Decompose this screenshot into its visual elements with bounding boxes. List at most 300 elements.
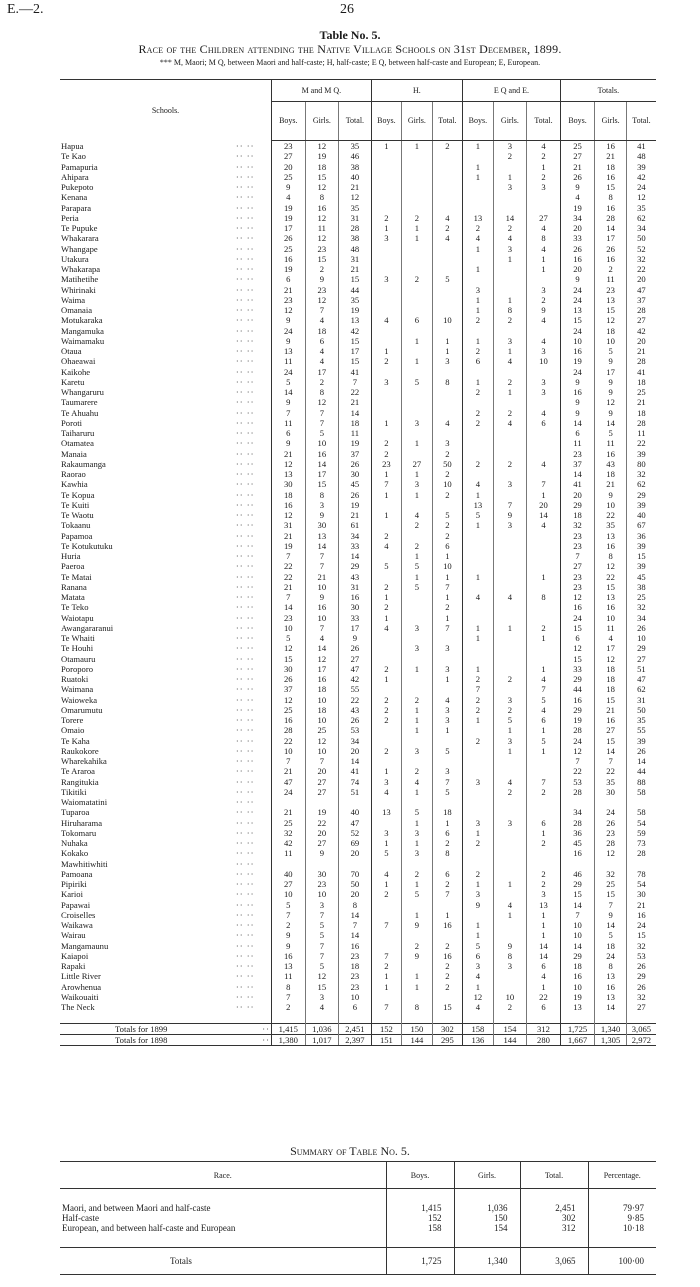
cell-value — [432, 736, 463, 746]
cell-value — [493, 541, 527, 551]
spacer-cell — [463, 1012, 494, 1023]
school-name: Rangitukia — [61, 776, 99, 787]
cell-value — [402, 182, 433, 192]
cell-value: 54 — [626, 879, 656, 889]
cell-value — [493, 274, 527, 284]
cell-value: 24 — [560, 326, 595, 336]
cell-value: 2 — [493, 787, 527, 797]
cell-value — [463, 531, 494, 541]
cell-value — [463, 654, 494, 664]
cell-value: 9 — [339, 633, 372, 643]
summary-total-value: 3,065 — [520, 1248, 588, 1275]
row-leader-dots: ·· ·· — [235, 438, 255, 449]
cell-value: 12 — [305, 182, 339, 192]
cell-value: 2 — [463, 346, 494, 356]
totals-value: 144 — [402, 1034, 433, 1045]
cell-value: 17 — [305, 367, 339, 377]
cell-value — [463, 787, 494, 797]
cell-value: 4 — [463, 1002, 494, 1012]
school-name: Otaua — [61, 346, 82, 356]
cell-value: 1 — [371, 346, 402, 356]
cell-value: 1 — [371, 674, 402, 684]
cell-value: 1 — [402, 715, 433, 725]
col-header-total: Total. — [339, 102, 372, 141]
table-row — [60, 490, 656, 500]
cell-value — [402, 449, 433, 459]
cell-value: 1 — [463, 879, 494, 889]
cell-value: 22 — [527, 992, 561, 1002]
cell-value: 2 — [493, 377, 527, 387]
cell-value: 12 — [595, 654, 627, 664]
cell-value: 47 — [272, 777, 306, 787]
table-row — [60, 930, 656, 940]
table-row — [60, 838, 656, 848]
cell-value: 37 — [272, 684, 306, 694]
group-header-m: M and M Q. — [272, 80, 372, 102]
cell-value — [493, 756, 527, 766]
table-title: Table No. 5. — [319, 28, 381, 42]
row-leader-dots: ·· ·· — [235, 981, 255, 992]
spacer-cell — [339, 1012, 372, 1023]
cell-value: 26 — [626, 623, 656, 633]
cell-value: 14 — [560, 941, 595, 951]
cell-value — [371, 797, 402, 807]
row-leader-dots: ·· ·· — [235, 356, 255, 367]
cell-value: 32 — [626, 469, 656, 479]
totals-value: 1,305 — [595, 1034, 627, 1045]
summary-value: 154 — [454, 1223, 520, 1233]
summary-value: 152 — [386, 1213, 454, 1223]
totals-label: Totals for 1899 — [60, 1023, 235, 1034]
group-header-h: H. — [371, 80, 463, 102]
spacer-cell — [493, 1012, 527, 1023]
cell-value: 1 — [463, 633, 494, 643]
cell-value: 21 — [626, 900, 656, 910]
cell-value: 1 — [402, 725, 433, 735]
cell-value — [402, 797, 433, 807]
cell-value — [402, 613, 433, 623]
cell-value: 22 — [339, 695, 372, 705]
row-leader-dots: ·· ·· — [235, 520, 255, 531]
cell-value — [371, 305, 402, 315]
cell-value: 6 — [272, 274, 306, 284]
table-row — [60, 510, 656, 520]
cell-value: 7 — [560, 910, 595, 920]
cell-value: 73 — [626, 838, 656, 848]
cell-value: 34 — [339, 736, 372, 746]
cell-value: 2 — [463, 695, 494, 705]
cell-value: 13 — [305, 531, 339, 541]
cell-value: 69 — [339, 838, 372, 848]
cell-value: 2 — [402, 766, 433, 776]
cell-value: 33 — [560, 233, 595, 243]
school-name: Pamapuria — [61, 161, 98, 172]
cell-value — [463, 151, 494, 161]
cell-value: 22 — [272, 736, 306, 746]
row-leader-dots: ·· ·· — [235, 592, 255, 602]
cell-value — [432, 654, 463, 664]
row-leader-dots: ·· ·· — [235, 428, 255, 438]
cell-value: 1 — [402, 982, 433, 992]
cell-value — [463, 397, 494, 407]
cell-value: 1 — [402, 356, 433, 366]
cell-value: 4 — [527, 244, 561, 254]
cell-value: 17 — [595, 367, 627, 377]
cell-value: 5 — [432, 274, 463, 284]
cell-value — [493, 828, 527, 838]
totals-value: 151 — [371, 1034, 402, 1045]
cell-value: 36 — [560, 828, 595, 838]
cell-value — [402, 326, 433, 336]
cell-value: 21 — [272, 449, 306, 459]
table-row — [60, 469, 656, 479]
cell-value — [527, 807, 561, 817]
cell-value: 43 — [339, 572, 372, 582]
cell-value — [626, 797, 656, 807]
cell-value: 47 — [339, 818, 372, 828]
cell-value: 19 — [339, 500, 372, 510]
cell-value: 16 — [305, 602, 339, 612]
cell-value: 7 — [371, 920, 402, 930]
cell-value — [402, 633, 433, 643]
summary-gap-cell — [386, 1233, 454, 1248]
table-legend: *** M, Maori; M Q, between Maori and half-caste; H, half-caste; E Q, between half-caste and European; E, European. — [159, 58, 541, 67]
table-subtitle: Race of the Children attending the Native Village Schools on 31st December, 1899. — [138, 42, 562, 56]
cell-value: 34 — [560, 807, 595, 817]
cell-value: 17 — [305, 664, 339, 674]
school-name: Poroti — [61, 417, 83, 428]
cell-value — [402, 295, 433, 305]
cell-value: 47 — [339, 664, 372, 674]
row-leader-dots: ·· ·· — [235, 766, 255, 777]
cell-value: 1 — [402, 490, 433, 500]
cell-value: 1 — [371, 766, 402, 776]
cell-value — [493, 869, 527, 879]
cell-value: 1 — [371, 838, 402, 848]
table-row — [60, 326, 656, 336]
row-leader-dots: ·· ·· — [235, 325, 255, 336]
summary-gap-cell — [520, 1189, 588, 1204]
col-header-girls: Girls. — [305, 102, 339, 141]
table-row — [60, 438, 656, 448]
cell-value: 10 — [305, 715, 339, 725]
col-header-boys: Boys. — [463, 102, 494, 141]
cell-value — [371, 192, 402, 202]
row-leader-dots: ·· ·· — [235, 694, 255, 705]
row-leader-dots: ·· ·· — [235, 817, 255, 828]
cell-value — [527, 192, 561, 202]
cell-value: 2 — [463, 387, 494, 397]
totals-value: 1,725 — [560, 1023, 595, 1034]
cell-value: 16 — [305, 203, 339, 213]
cell-value: 37 — [560, 459, 595, 469]
row-leader-dots: ·· ·· — [235, 253, 255, 264]
cell-value: 15 — [595, 305, 627, 315]
cell-value: 2 — [463, 408, 494, 418]
row-leader-dots: ·· ·· — [235, 848, 255, 859]
cell-value: 1 — [493, 879, 527, 889]
cell-value: 1 — [493, 172, 527, 182]
cell-value: 29 — [626, 971, 656, 981]
cell-value — [371, 182, 402, 192]
cell-value: 12 — [560, 643, 595, 653]
cell-value: 22 — [305, 818, 339, 828]
row-leader-dots: ·· ·· — [235, 920, 255, 930]
cell-value: 26 — [339, 643, 372, 653]
cell-value — [493, 582, 527, 592]
cell-value: 12 — [339, 192, 372, 202]
cell-value: 7 — [272, 992, 306, 1002]
cell-value — [432, 162, 463, 172]
cell-value — [339, 797, 372, 807]
cell-value: 18 — [432, 807, 463, 817]
cell-value: 20 — [560, 264, 595, 274]
cell-value: 14 — [272, 602, 306, 612]
cell-value: 12 — [272, 695, 306, 705]
school-name: Ahipara — [61, 171, 89, 182]
cell-value: 21 — [560, 162, 595, 172]
row-leader-dots: ·· ·· — [235, 540, 255, 551]
cell-value: 3 — [493, 479, 527, 489]
table-row — [60, 643, 656, 653]
cell-value: 14 — [305, 541, 339, 551]
cell-value: 2 — [432, 141, 463, 152]
cell-value — [527, 561, 561, 571]
row-leader-dots: ·· ·· — [235, 858, 255, 869]
cell-value — [432, 900, 463, 910]
spacer-row — [60, 1012, 656, 1023]
cell-value: 14 — [339, 910, 372, 920]
cell-value: 8 — [339, 900, 372, 910]
cell-value: 4 — [527, 520, 561, 530]
school-name: Awangararanui — [61, 622, 114, 633]
cell-value: 1 — [527, 920, 561, 930]
totals-value: 1,667 — [560, 1034, 595, 1045]
cell-value: 14 — [595, 418, 627, 428]
cell-value: 5 — [402, 582, 433, 592]
row-leader-dots: ·· ·· — [235, 879, 255, 889]
row-leader-dots: ·· ·· — [235, 417, 255, 428]
school-name: Whangape — [61, 243, 98, 254]
totals-value: 295 — [432, 1034, 463, 1045]
cell-value: 4 — [305, 315, 339, 325]
table-row — [60, 459, 656, 469]
cell-value: 13 — [595, 592, 627, 602]
cell-value: 37 — [626, 295, 656, 305]
cell-value: 14 — [527, 941, 561, 951]
cell-value: 30 — [305, 869, 339, 879]
cell-value: 16 — [432, 920, 463, 930]
spacer-cell — [402, 1012, 433, 1023]
table-row — [60, 572, 656, 582]
cell-value: 10 — [305, 438, 339, 448]
cell-value — [402, 531, 433, 541]
cell-value: 9 — [272, 930, 306, 940]
cell-value: 3 — [402, 828, 433, 838]
cell-value: 16 — [272, 715, 306, 725]
table-row — [60, 664, 656, 674]
cell-value: 12 — [305, 213, 339, 223]
cell-value: 3 — [402, 418, 433, 428]
cell-value: 30 — [305, 520, 339, 530]
cell-value: 11 — [626, 428, 656, 438]
cell-value — [371, 756, 402, 766]
cell-value: 15 — [560, 623, 595, 633]
cell-value — [493, 838, 527, 848]
cell-value: 26 — [339, 459, 372, 469]
cell-value: 1 — [371, 469, 402, 479]
cell-value: 1 — [527, 910, 561, 920]
cell-value: 4 — [402, 777, 433, 787]
row-leader-dots: ·· ·· — [235, 684, 255, 695]
cell-value — [402, 254, 433, 264]
cell-value: 46 — [560, 869, 595, 879]
summary-value: 150 — [454, 1213, 520, 1223]
cell-value: 1 — [371, 982, 402, 992]
cell-value: 3 — [527, 182, 561, 192]
cell-value: 4 — [527, 459, 561, 469]
cell-value: 40 — [339, 172, 372, 182]
cell-value — [402, 285, 433, 295]
cell-value: 29 — [626, 643, 656, 653]
cell-value: 13 — [560, 305, 595, 315]
cell-value: 22 — [626, 264, 656, 274]
cell-value: 1 — [371, 418, 402, 428]
cell-value: 39 — [626, 736, 656, 746]
cell-value — [402, 900, 433, 910]
cell-value — [527, 428, 561, 438]
row-leader-dots: ·· ·· — [235, 264, 255, 274]
cell-value — [595, 859, 627, 869]
table-row — [60, 162, 656, 172]
school-name: Te Kuiti — [61, 499, 90, 510]
school-name: Motukaraka — [61, 315, 103, 326]
cell-value: 3 — [305, 500, 339, 510]
table-row — [60, 449, 656, 459]
cell-value: 23 — [339, 971, 372, 981]
cell-value: 8 — [402, 1002, 433, 1012]
cell-value: 3 — [463, 961, 494, 971]
cell-value — [463, 582, 494, 592]
cell-value: 6 — [305, 336, 339, 346]
cell-value: 11 — [272, 971, 306, 981]
cell-value: 19 — [339, 305, 372, 315]
table-row — [60, 736, 656, 746]
cell-value: 2 — [402, 869, 433, 879]
row-leader-dots: ·· ·· — [235, 479, 255, 490]
summary-title: Summary of Table No. 5. — [290, 1144, 410, 1158]
cell-value: 4 — [527, 141, 561, 152]
cell-value — [560, 859, 595, 869]
table-row — [60, 520, 656, 530]
totals-value: 1,036 — [305, 1023, 339, 1034]
cell-value: 10 — [595, 336, 627, 346]
cell-value: 18 — [595, 684, 627, 694]
cell-value: 15 — [595, 695, 627, 705]
school-name: Ohaeawai — [61, 356, 96, 367]
cell-value: 7 — [595, 756, 627, 766]
cell-value: 2 — [371, 705, 402, 715]
cell-value: 1 — [402, 838, 433, 848]
cell-value — [493, 859, 527, 869]
cell-value: 18 — [626, 408, 656, 418]
cell-value: 29 — [560, 500, 595, 510]
school-name: Omaio — [61, 725, 85, 736]
cell-value: 3 — [305, 992, 339, 1002]
cell-value: 2 — [371, 438, 402, 448]
school-name: Rakaumanga — [61, 458, 106, 469]
row-leader-dots: ·· ·· — [235, 161, 255, 172]
cell-value: 20 — [626, 274, 656, 284]
school-name: Te Ahuahu — [61, 407, 99, 418]
cell-value: 2 — [432, 602, 463, 612]
spacer-cell — [432, 1012, 463, 1023]
cell-value: 13 — [595, 531, 627, 541]
cell-value: 2 — [371, 602, 402, 612]
row-leader-dots: ·· ·· — [235, 561, 255, 572]
cell-value — [527, 397, 561, 407]
school-name: The Neck — [61, 1002, 95, 1012]
cell-value: 55 — [626, 725, 656, 735]
cell-value: 23 — [560, 449, 595, 459]
cell-value: 11 — [305, 223, 339, 233]
cell-value: 4 — [371, 315, 402, 325]
cell-value: 9 — [527, 305, 561, 315]
summary-col-header: Girls. — [454, 1162, 520, 1189]
cell-value: 6 — [560, 633, 595, 643]
cell-value: 88 — [626, 777, 656, 787]
cell-value — [493, 889, 527, 899]
cell-value: 6 — [527, 818, 561, 828]
row-leader-dots: ·· ·· — [235, 192, 255, 203]
cell-value: 19 — [272, 264, 306, 274]
cell-value: 1 — [527, 664, 561, 674]
spacer-cell — [595, 1012, 627, 1023]
totals-value: 1,017 — [305, 1034, 339, 1045]
table-row — [60, 633, 656, 643]
cell-value: 43 — [339, 705, 372, 715]
cell-value: 8 — [305, 387, 339, 397]
cell-value — [527, 756, 561, 766]
cell-value: 10 — [305, 746, 339, 756]
page-number: 26 — [340, 2, 354, 17]
cell-value: 25 — [272, 705, 306, 715]
cell-value: 27 — [527, 213, 561, 223]
cell-value: 9 — [463, 900, 494, 910]
school-name: Te Kopua — [61, 489, 95, 500]
cell-value: 11 — [595, 438, 627, 448]
cell-value — [371, 859, 402, 869]
cell-value: 7 — [305, 756, 339, 766]
cell-value: 21 — [626, 346, 656, 356]
cell-value: 12 — [560, 746, 595, 756]
cell-value: 45 — [560, 838, 595, 848]
cell-value: 5 — [272, 900, 306, 910]
cell-value: 10 — [560, 982, 595, 992]
cell-value: 3 — [305, 900, 339, 910]
cell-value — [527, 602, 561, 612]
cell-value: 2 — [527, 838, 561, 848]
cell-value: 4 — [463, 592, 494, 602]
cell-value — [463, 561, 494, 571]
cell-value: 1 — [371, 613, 402, 623]
cell-value: 20 — [560, 490, 595, 500]
cell-value: 23 — [305, 285, 339, 295]
school-name: Waimamaku — [61, 335, 105, 346]
cell-value — [493, 664, 527, 674]
cell-value: 1 — [402, 879, 433, 889]
cell-value — [527, 469, 561, 479]
